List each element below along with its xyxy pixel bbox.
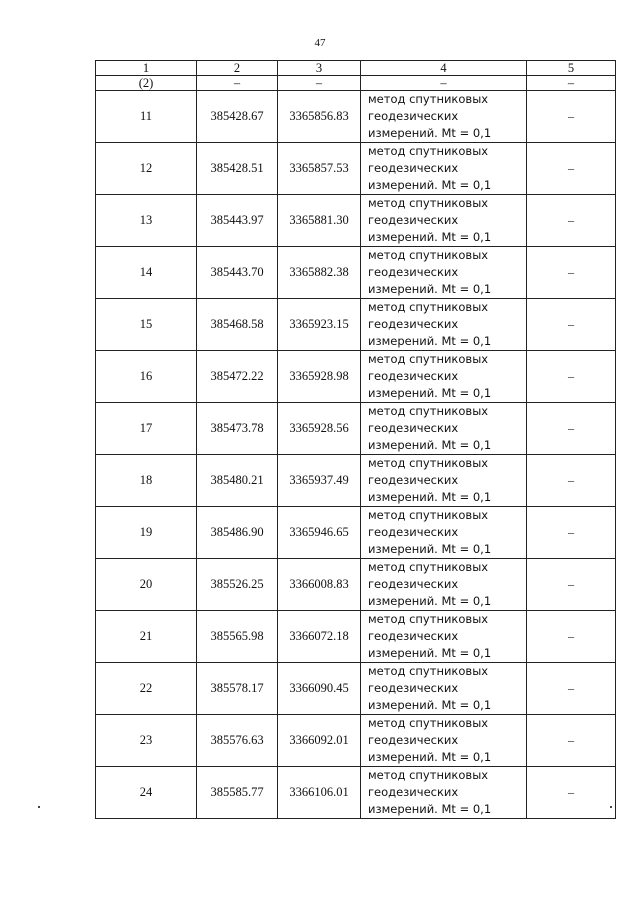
method-cell	[361, 195, 527, 247]
subheader-cell: –	[527, 76, 616, 91]
table-row	[96, 195, 616, 247]
y-coordinate-cell: 3365856.83	[278, 91, 361, 143]
note-cell: –	[527, 767, 616, 819]
method-line: геодезических	[368, 161, 459, 175]
x-coordinate-cell: 385473.78	[197, 403, 278, 455]
method-line: метод спутниковых	[368, 92, 489, 106]
table-subheader-row	[96, 76, 616, 91]
note-cell: –	[527, 507, 616, 559]
method-line: геодезических	[368, 109, 459, 123]
method-cell	[361, 299, 527, 351]
note-cell: –	[527, 91, 616, 143]
method-line: измерений. Mt = 0,1	[368, 126, 492, 140]
method-line: метод спутниковых	[368, 300, 489, 314]
method-cell	[361, 507, 527, 559]
note-cell: –	[527, 299, 616, 351]
point-number-cell: 18	[96, 455, 197, 507]
x-coordinate-cell: 385578.17	[197, 663, 278, 715]
subheader-cell: –	[361, 76, 527, 91]
scan-speck	[610, 806, 612, 808]
point-number-cell: 11	[96, 91, 197, 143]
method-cell	[361, 611, 527, 663]
method-line: геодезических	[368, 525, 459, 539]
subheader-cell: –	[197, 76, 278, 91]
table-row	[96, 611, 616, 663]
method-line: геодезических	[368, 473, 459, 487]
method-line: измерений. Mt = 0,1	[368, 802, 492, 816]
method-line: метод спутниковых	[368, 664, 489, 678]
method-line: геодезических	[368, 577, 459, 591]
method-line: метод спутниковых	[368, 768, 489, 782]
method-line: метод спутниковых	[368, 716, 489, 730]
method-line: измерений. Mt = 0,1	[368, 230, 492, 244]
x-coordinate-cell: 385443.70	[197, 247, 278, 299]
method-line: метод спутниковых	[368, 352, 489, 366]
method-line: геодезических	[368, 265, 459, 279]
table-row	[96, 403, 616, 455]
method-line: измерений. Mt = 0,1	[368, 178, 492, 192]
method-line: геодезических	[368, 421, 459, 435]
point-number-cell: 20	[96, 559, 197, 611]
table-row	[96, 143, 616, 195]
x-coordinate-cell: 385468.58	[197, 299, 278, 351]
y-coordinate-cell: 3366008.83	[278, 559, 361, 611]
point-number-cell: 12	[96, 143, 197, 195]
method-line: измерений. Mt = 0,1	[368, 750, 492, 764]
note-cell: –	[527, 455, 616, 507]
method-line: геодезических	[368, 681, 459, 695]
table-row	[96, 767, 616, 819]
method-line: геодезических	[368, 213, 459, 227]
x-coordinate-cell: 385480.21	[197, 455, 278, 507]
scan-speck	[38, 806, 40, 808]
page-number: 47	[314, 37, 326, 49]
column-header: 3	[278, 61, 361, 76]
method-line: метод спутниковых	[368, 560, 489, 574]
method-line: геодезических	[368, 317, 459, 331]
note-cell: –	[527, 195, 616, 247]
y-coordinate-cell: 3365923.15	[278, 299, 361, 351]
point-number-cell: 14	[96, 247, 197, 299]
method-line: метод спутниковых	[368, 404, 489, 418]
table-row	[96, 351, 616, 403]
method-line: метод спутниковых	[368, 248, 489, 262]
x-coordinate-cell: 385565.98	[197, 611, 278, 663]
table-row	[96, 247, 616, 299]
method-cell	[361, 559, 527, 611]
table-row	[96, 91, 616, 143]
table-header-row	[96, 61, 616, 76]
y-coordinate-cell: 3365928.56	[278, 403, 361, 455]
method-cell	[361, 143, 527, 195]
method-cell	[361, 403, 527, 455]
method-line: метод спутниковых	[368, 508, 489, 522]
y-coordinate-cell: 3366106.01	[278, 767, 361, 819]
method-line: измерений. Mt = 0,1	[368, 646, 492, 660]
point-number-cell: 19	[96, 507, 197, 559]
column-header: 2	[197, 61, 278, 76]
table-row	[96, 455, 616, 507]
method-line: измерений. Mt = 0,1	[368, 282, 492, 296]
x-coordinate-cell: 385526.25	[197, 559, 278, 611]
method-cell	[361, 715, 527, 767]
note-cell: –	[527, 143, 616, 195]
x-coordinate-cell: 385472.22	[197, 351, 278, 403]
x-coordinate-cell: 385428.51	[197, 143, 278, 195]
method-cell	[361, 767, 527, 819]
method-line: метод спутниковых	[368, 144, 489, 158]
x-coordinate-cell: 385428.67	[197, 91, 278, 143]
method-cell	[361, 663, 527, 715]
coordinates-table	[95, 60, 616, 819]
point-number-cell: 24	[96, 767, 197, 819]
y-coordinate-cell: 3365946.65	[278, 507, 361, 559]
method-line: метод спутниковых	[368, 612, 489, 626]
y-coordinate-cell: 3366092.01	[278, 715, 361, 767]
note-cell: –	[527, 403, 616, 455]
x-coordinate-cell: 385585.77	[197, 767, 278, 819]
method-line: измерений. Mt = 0,1	[368, 438, 492, 452]
column-header: 4	[361, 61, 527, 76]
y-coordinate-cell: 3365928.98	[278, 351, 361, 403]
method-line: метод спутниковых	[368, 196, 489, 210]
method-line: измерений. Mt = 0,1	[368, 594, 492, 608]
column-header: 5	[527, 61, 616, 76]
method-line: измерений. Mt = 0,1	[368, 542, 492, 556]
method-line: геодезических	[368, 629, 459, 643]
note-cell: –	[527, 611, 616, 663]
note-cell: –	[527, 559, 616, 611]
point-number-cell: 21	[96, 611, 197, 663]
method-line: измерений. Mt = 0,1	[368, 386, 492, 400]
method-line: геодезических	[368, 733, 459, 747]
method-line: геодезических	[368, 785, 459, 799]
note-cell: –	[527, 663, 616, 715]
y-coordinate-cell: 3365881.30	[278, 195, 361, 247]
y-coordinate-cell: 3366072.18	[278, 611, 361, 663]
x-coordinate-cell: 385576.63	[197, 715, 278, 767]
y-coordinate-cell: 3365937.49	[278, 455, 361, 507]
method-cell	[361, 455, 527, 507]
point-number-cell: 17	[96, 403, 197, 455]
table-row	[96, 507, 616, 559]
point-number-cell: 22	[96, 663, 197, 715]
method-cell	[361, 91, 527, 143]
point-number-cell: 16	[96, 351, 197, 403]
table-row	[96, 663, 616, 715]
note-cell: –	[527, 247, 616, 299]
method-cell	[361, 351, 527, 403]
method-cell	[361, 247, 527, 299]
y-coordinate-cell: 3366090.45	[278, 663, 361, 715]
point-number-cell: 15	[96, 299, 197, 351]
method-line: измерений. Mt = 0,1	[368, 334, 492, 348]
subheader-cell: (2)	[96, 76, 197, 91]
y-coordinate-cell: 3365857.53	[278, 143, 361, 195]
method-line: измерений. Mt = 0,1	[368, 698, 492, 712]
point-number-cell: 13	[96, 195, 197, 247]
method-line: измерений. Mt = 0,1	[368, 490, 492, 504]
column-header: 1	[96, 61, 197, 76]
point-number-cell: 23	[96, 715, 197, 767]
table-row	[96, 559, 616, 611]
x-coordinate-cell: 385443.97	[197, 195, 278, 247]
note-cell: –	[527, 351, 616, 403]
method-line: геодезических	[368, 369, 459, 383]
method-line: метод спутниковых	[368, 456, 489, 470]
y-coordinate-cell: 3365882.38	[278, 247, 361, 299]
table-row	[96, 715, 616, 767]
subheader-cell: –	[278, 76, 361, 91]
note-cell: –	[527, 715, 616, 767]
table-row	[96, 299, 616, 351]
x-coordinate-cell: 385486.90	[197, 507, 278, 559]
